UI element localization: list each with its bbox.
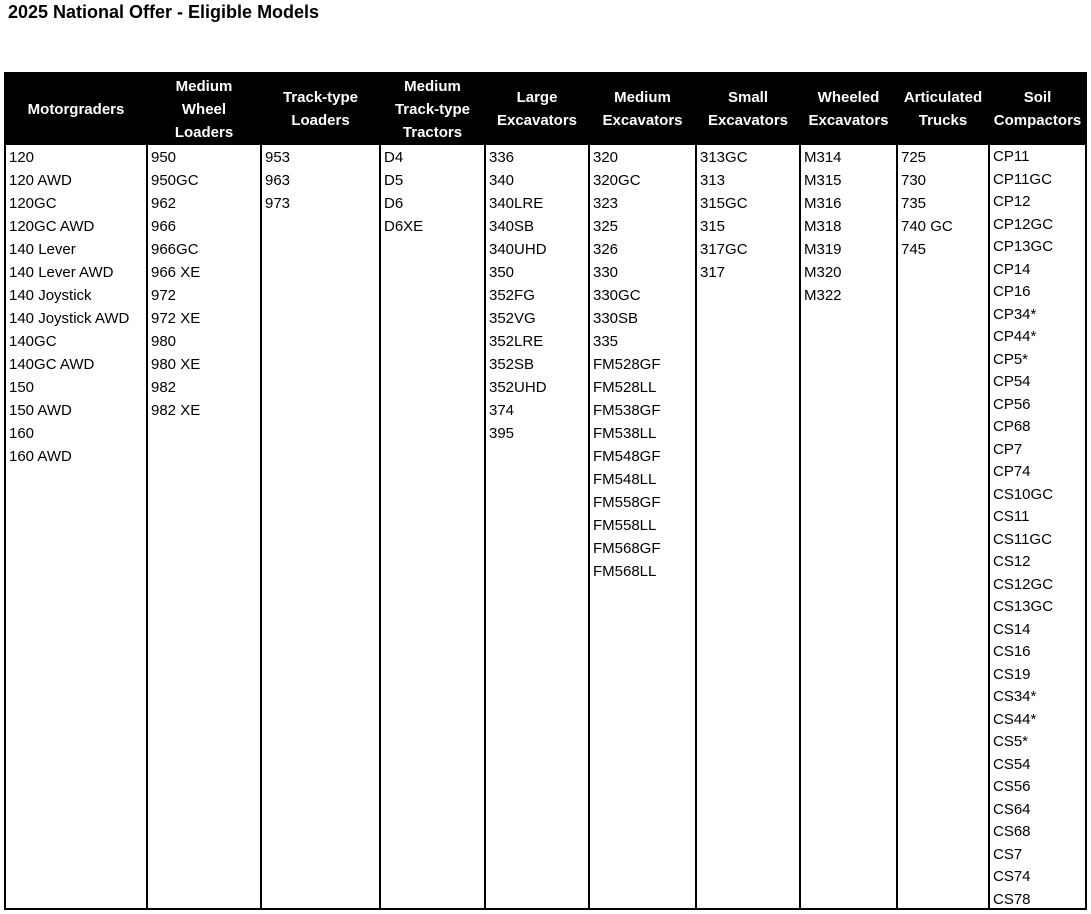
column-cells <box>486 145 588 908</box>
model-cell: FM548GF <box>593 448 661 465</box>
model-cell: 352SB <box>489 356 535 373</box>
column-small-excavators <box>697 74 801 908</box>
model-cell: CS13GC <box>993 598 1054 615</box>
model-cell: 160 <box>9 425 35 442</box>
model-cell: 330 <box>593 264 619 281</box>
column-cells <box>801 145 896 908</box>
model-cell: 140GC AWD <box>9 356 95 373</box>
column-wheeled-excavators <box>801 74 898 908</box>
model-cell: 140 Joystick <box>9 287 92 304</box>
column-cells <box>898 145 988 908</box>
model-cell: CS34* <box>993 688 1037 705</box>
model-cell: FM548LL <box>593 471 657 488</box>
eligible-models-table <box>4 72 1087 910</box>
column-large-excavators <box>486 74 590 908</box>
model-cell: FM558LL <box>593 517 657 534</box>
model-cell: FM528LL <box>593 379 657 396</box>
model-cell: CP12GC <box>993 215 1054 233</box>
model-cell: M315 <box>804 172 842 189</box>
model-cell: CP74 <box>993 463 1031 480</box>
model-cell: 350 <box>489 264 515 281</box>
column-motorgraders <box>6 74 148 908</box>
column-cells <box>697 145 799 908</box>
model-cell: CS56 <box>993 778 1031 795</box>
model-cell: 980 XE <box>151 356 201 373</box>
model-cell: CS10GC <box>993 485 1054 503</box>
model-cell: FM568GF <box>593 540 661 557</box>
column-soil-compactors <box>990 74 1085 908</box>
model-cell: CP68 <box>993 418 1031 435</box>
model-cell: CS44* <box>993 710 1037 728</box>
model-cell: CP7 <box>993 440 1023 458</box>
column-cells <box>990 145 1085 911</box>
model-cell: 120GC <box>9 195 57 212</box>
model-cell: 745 <box>901 241 927 258</box>
model-cell: 150 <box>9 379 35 396</box>
model-cell: CS12 <box>993 553 1031 570</box>
column-header: Large Excavators <box>486 74 588 145</box>
model-cell: M316 <box>804 195 842 212</box>
model-cell: 325 <box>593 218 619 235</box>
model-cell: CP56 <box>993 395 1031 413</box>
model-cell: 730 <box>901 172 927 189</box>
model-cell: 323 <box>593 195 619 212</box>
column-medium-track-type-tractors <box>381 74 486 908</box>
page-title: 2025 National Offer - Eligible Models <box>8 2 320 22</box>
model-cell: 330GC <box>593 287 641 304</box>
model-cell: 352LRE <box>489 333 544 350</box>
model-cell: 336 <box>489 149 515 166</box>
model-cell: CS5* <box>993 733 1029 750</box>
model-cell: CS74 <box>993 868 1031 885</box>
model-cell: CP54 <box>993 373 1031 390</box>
model-cell: 340UHD <box>489 241 547 258</box>
model-cell: CP11GC <box>993 170 1052 188</box>
column-medium-excavators <box>590 74 697 908</box>
model-cell: CS12GC <box>993 575 1054 593</box>
model-cell: 330SB <box>593 310 639 327</box>
model-cell: 140GC <box>9 333 57 350</box>
model-cell: 352FG <box>489 287 535 304</box>
model-cell: D4 <box>384 149 404 166</box>
model-cell: CP12 <box>993 193 1031 210</box>
model-cell: FM568LL <box>593 563 657 580</box>
column-header: Soil Compactors <box>990 74 1085 145</box>
model-cell: 352UHD <box>489 379 547 396</box>
model-cell: 973 <box>265 195 291 212</box>
model-cell: 980 <box>151 333 177 350</box>
model-cell: CP5* <box>993 350 1029 368</box>
model-cell: CP16 <box>993 283 1031 300</box>
model-cell: CS11GC <box>993 530 1052 548</box>
column-header: Articulated Trucks <box>898 74 988 145</box>
model-cell: 313 <box>700 172 726 189</box>
model-cell: 150 AWD <box>9 402 72 419</box>
column-header: Medium Track-type Tractors <box>381 74 484 145</box>
column-cells <box>262 145 379 908</box>
model-cell: 740 GC <box>901 218 953 235</box>
model-cell: D5 <box>384 172 404 189</box>
model-cell: 140 Lever <box>9 241 76 258</box>
model-cell: 725 <box>901 149 927 166</box>
column-header: Motorgraders <box>6 74 146 145</box>
model-cell: 982 XE <box>151 402 201 419</box>
model-cell: 317 <box>700 264 726 281</box>
column-header: Medium Wheel Loaders <box>148 74 260 145</box>
model-cell: 120GC AWD <box>9 218 95 235</box>
model-cell: CP11 <box>993 148 1030 165</box>
model-cell: 972 XE <box>151 310 201 327</box>
model-cell: 120 AWD <box>9 172 72 189</box>
model-cell: 313GC <box>700 149 748 166</box>
model-cell: 335 <box>593 333 619 350</box>
model-cell: FM528GF <box>593 356 661 373</box>
model-cell: M314 <box>804 149 842 166</box>
model-cell: 352VG <box>489 310 536 327</box>
model-cell: D6 <box>384 195 404 212</box>
model-cell: 340SB <box>489 218 535 235</box>
model-cell: CS14 <box>993 620 1031 638</box>
model-cell: CS19 <box>993 665 1031 683</box>
model-cell: 953 <box>265 149 291 166</box>
model-cell: D6XE <box>384 218 424 235</box>
model-cell: 140 Joystick AWD <box>9 310 130 327</box>
model-cell: 395 <box>489 425 515 442</box>
model-cell: 966 <box>151 218 177 235</box>
column-cells <box>381 145 484 908</box>
model-cell: M320 <box>804 264 842 281</box>
model-cell: CP44* <box>993 328 1037 345</box>
model-cell: FM538LL <box>593 425 657 442</box>
model-cell: CP13GC <box>993 238 1054 255</box>
model-cell: 320GC <box>593 172 641 189</box>
column-cells <box>590 145 695 908</box>
column-header: Medium Excavators <box>590 74 695 145</box>
model-cell: M318 <box>804 218 842 235</box>
model-cell: CP34* <box>993 305 1037 323</box>
model-cell: 735 <box>901 195 927 212</box>
column-articulated-trucks <box>898 74 990 908</box>
model-cell: CS68 <box>993 823 1031 840</box>
model-cell: 966GC <box>151 241 199 258</box>
model-cell: 326 <box>593 241 619 258</box>
model-cell: 962 <box>151 195 177 212</box>
model-cell: CS78 <box>993 890 1031 908</box>
model-cell: CS16 <box>993 643 1031 660</box>
model-cell: 982 <box>151 379 177 396</box>
model-cell: 317GC <box>700 241 748 258</box>
model-cell: FM558GF <box>593 494 661 511</box>
model-cell: 120 <box>9 149 35 166</box>
model-cell: 315 <box>700 218 726 235</box>
column-header: Small Excavators <box>697 74 799 145</box>
model-cell: 315GC <box>700 195 748 212</box>
model-cell: 140 Lever AWD <box>9 264 114 281</box>
column-cells <box>6 145 146 908</box>
model-cell: 320 <box>593 149 619 166</box>
model-cell: 966 XE <box>151 264 201 281</box>
model-cell: CS7 <box>993 845 1023 863</box>
model-cell: 340LRE <box>489 195 544 212</box>
model-cell: M322 <box>804 287 842 304</box>
model-cell: 160 AWD <box>9 448 72 465</box>
model-cell: CP14 <box>993 260 1031 278</box>
model-cell: 950GC <box>151 172 199 189</box>
model-cell: 972 <box>151 287 177 304</box>
model-cell: CS64 <box>993 800 1031 818</box>
model-cell: 963 <box>265 172 291 189</box>
column-header: Wheeled Excavators <box>801 74 896 145</box>
column-cells <box>148 145 260 908</box>
model-cell: 950 <box>151 149 177 166</box>
model-cell: M319 <box>804 241 842 258</box>
column-track-type-loaders <box>262 74 381 908</box>
model-cell: 374 <box>489 402 515 419</box>
model-cell: CS54 <box>993 755 1031 773</box>
column-header: Track-type Loaders <box>262 74 379 145</box>
model-cell: CS11 <box>993 508 1030 525</box>
column-medium-wheel-loaders <box>148 74 262 908</box>
model-cell: 340 <box>489 172 515 189</box>
model-cell: FM538GF <box>593 402 661 419</box>
